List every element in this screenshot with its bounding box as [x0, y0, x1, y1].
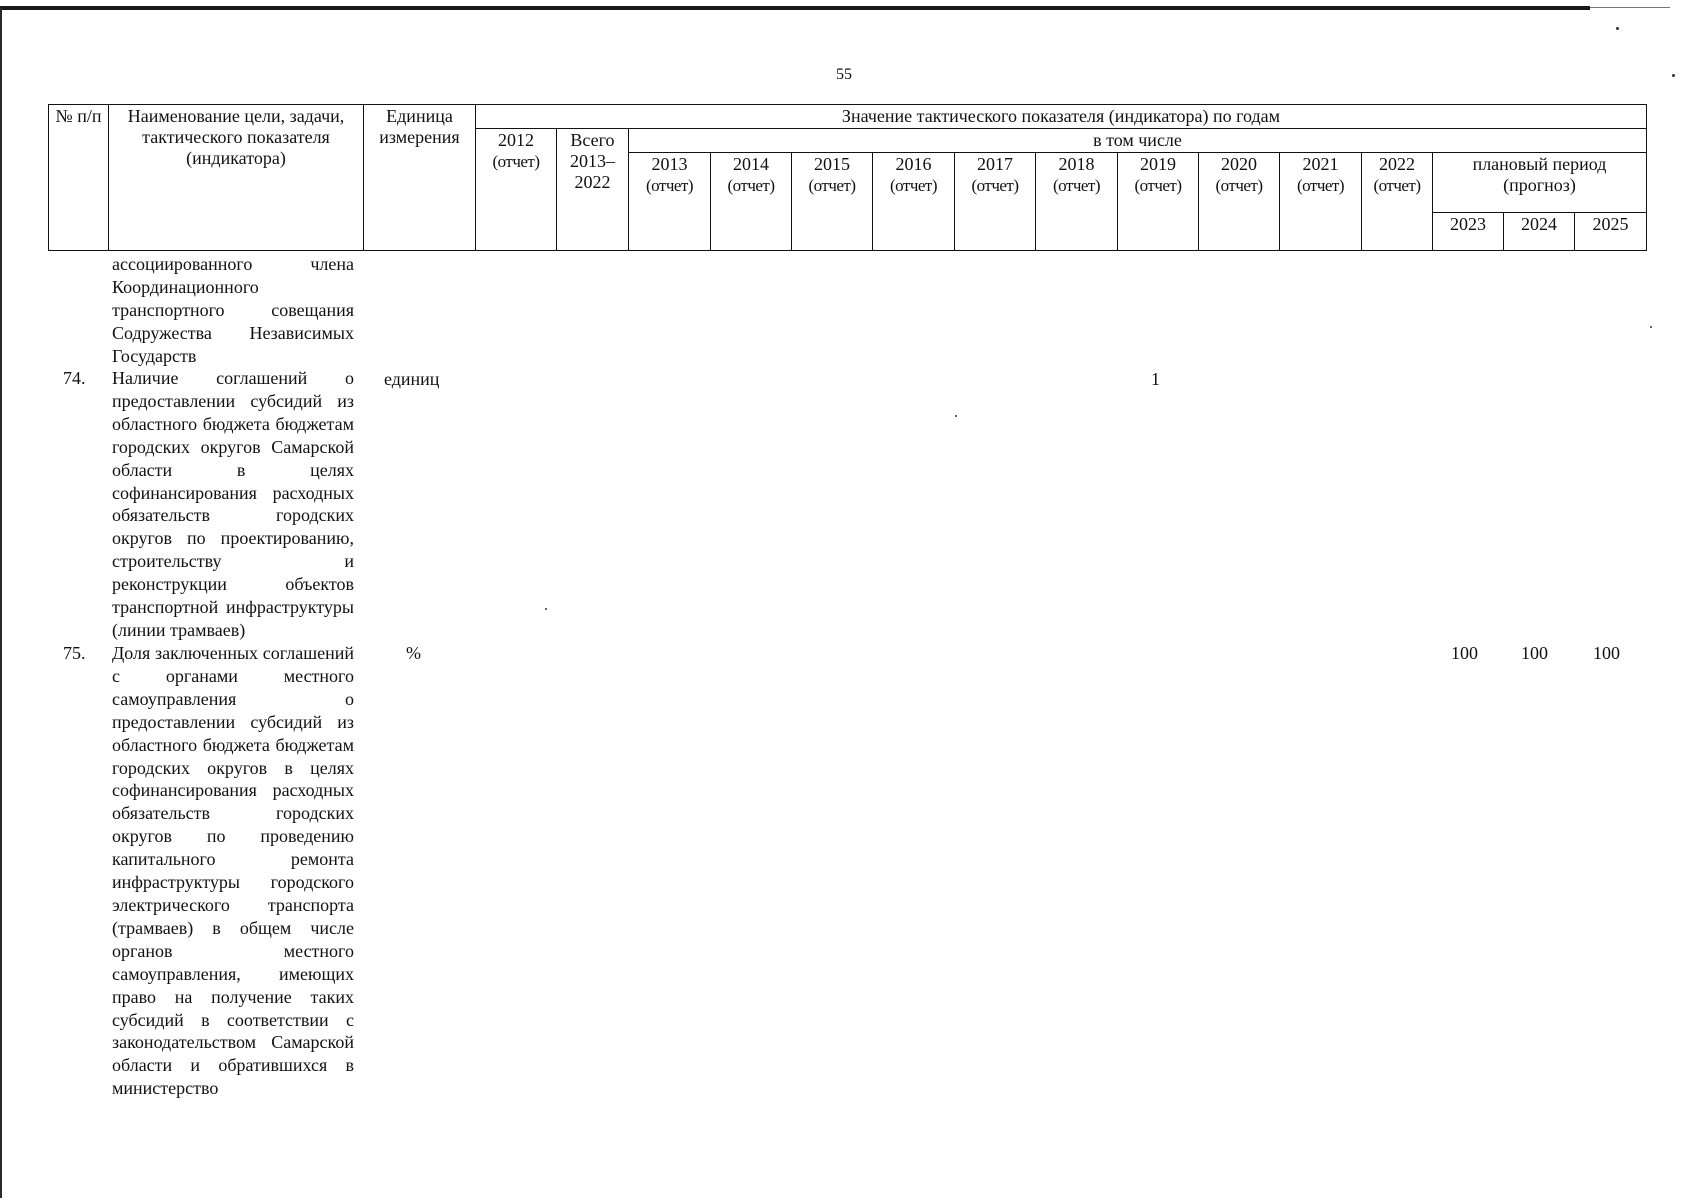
header-2012: 2012 (отчет) [476, 129, 557, 251]
header-unit: Единица измерения [364, 105, 476, 251]
header-year-2022: 2022 (отчет) [1362, 153, 1433, 251]
header-num: № п/п [49, 105, 109, 251]
header-year-2020: 2020 (отчет) [1199, 153, 1280, 251]
header-year-2013: 2013 (отчет) [629, 153, 711, 251]
row-value-2024: 100 [1521, 643, 1548, 663]
header-year-2021: 2021 (отчет) [1280, 153, 1362, 251]
header-planned: плановый период (прогноз) [1433, 153, 1647, 213]
header-plan-2025: 2025 [1575, 213, 1647, 251]
row-description: Наличие соглашений о предоставлении субсидий из областного бюджета бюджетам городских округов Самарской области в целях софинансирования расходных обязательств городских округов по проектированию, строительству и реконструкции объектов транспортной инфраструктуры (линии трамваев) [112, 368, 354, 640]
header-name: Наименование цели, задачи, тактического показателя (индикатора) [109, 105, 364, 251]
header-year-2015: 2015 (отчет) [792, 153, 873, 251]
header-year-2016: 2016 (отчет) [873, 153, 955, 251]
scan-speck [1650, 326, 1652, 328]
continued-text: ассоциированного члена Координационного транспортного совещания Содружества Независимых Государств [112, 254, 354, 366]
header-year-2019: 2019 (отчет) [1118, 153, 1199, 251]
header-year-2017: 2017 (отчет) [955, 153, 1036, 251]
row-unit: единиц [384, 369, 440, 389]
header-year-2018: 2018 (отчет) [1036, 153, 1118, 251]
indicator-table-header [48, 104, 1647, 251]
scan-speck [1672, 74, 1675, 77]
row-value-2023: 100 [1451, 643, 1478, 663]
scan-speck [1616, 27, 1619, 30]
header-including: в том числе [629, 129, 1647, 153]
scan-speck [545, 608, 547, 610]
header-year-2014: 2014 (отчет) [711, 153, 792, 251]
header-plan-2023: 2023 [1433, 213, 1504, 251]
row-num: 74. [63, 368, 86, 388]
row-unit: % [406, 643, 421, 663]
header-plan-2024: 2024 [1504, 213, 1575, 251]
scan-border-top [0, 6, 1590, 10]
row-num: 75. [63, 643, 86, 663]
scan-border-top-tail [1590, 7, 1670, 8]
row-value-2025: 100 [1593, 643, 1620, 663]
row-description: Доля заключенных соглашений с органами местного самоуправления о предоставлении субсидий из областного бюджета бюджетам городских округов в целях софинансирования расходных обязательств городских округов по проведению капитального ремонта инфраструктуры городского электрического транспорта (трамваев) в общем числе органов местного самоуправления, имеющих право на получение таких субсидий в соответствии с законодательством Самарской области и обратившихся в министерство [112, 643, 354, 1099]
header-total: Всего 2013–2022 [557, 129, 629, 251]
header-value-title: Значение тактического показателя (индикатора) по годам [476, 105, 1647, 129]
scan-speck [955, 415, 957, 417]
scan-border-left [0, 8, 2, 1198]
row-value-2019: 1 [1151, 369, 1160, 389]
page-number: 55 [836, 66, 852, 83]
